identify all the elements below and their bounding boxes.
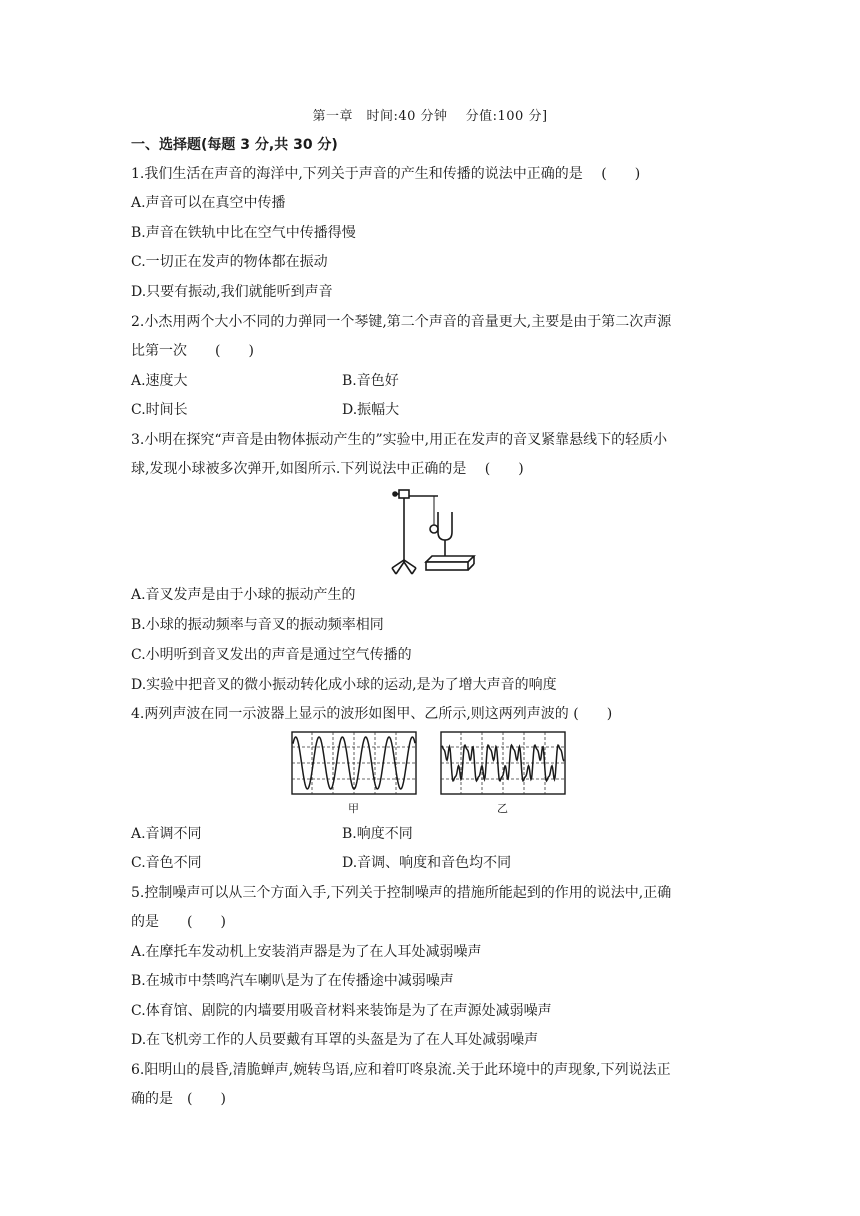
q5-option-a: A.在摩托车发动机上安装消声器是为了在人耳处减弱噪声	[131, 944, 482, 960]
q1-stem: 1.我们生活在声音的海洋中,下列关于声音的产生和传播的说法中正确的是 ( )	[131, 166, 641, 182]
q6-stem-line1: 6.阳明山的晨昏,清脆蝉声,婉转鸟语,应和着叮咚泉流.关于此环境中的声现象,下列说法正	[131, 1062, 671, 1078]
waveform-yi-label: 乙	[497, 802, 508, 815]
tuning-fork	[438, 512, 452, 540]
q3-stem-line2: 球,发现小球被多次弹开,如图所示.下列说法中正确的是 ( )	[131, 461, 524, 477]
section-title: 一、选择题(每题 3 分,共 30 分)	[131, 137, 338, 153]
q4-option-c: C.音色不同	[131, 855, 202, 871]
fork-base-block	[426, 556, 474, 562]
q2-option-d: D.振幅大	[342, 402, 400, 418]
q4-option-a: A.音调不同	[131, 826, 202, 842]
q2-option-c: C.时间长	[131, 402, 188, 418]
waveform-jia-label: 甲	[348, 802, 359, 815]
q5-stem-line2: 的是 ( )	[131, 914, 226, 930]
q3-option-d: D.实验中把音叉的微小振动转化成小球的运动,是为了增大声音的响度	[131, 677, 557, 693]
q4-stem: 4.两列声波在同一示波器上显示的波形如图甲、乙所示,则这两列声波的 ( )	[131, 706, 613, 722]
q2-option-a: A.速度大	[131, 373, 188, 389]
q1-option-d: D.只要有振动,我们就能听到声音	[131, 284, 333, 300]
q3-option-a: A.音叉发声是由于小球的振动产生的	[131, 587, 356, 603]
q3-stem-line1: 3.小明在探究“声音是由物体振动产生的”实验中,用正在发声的音叉紧靠悬线下的轻质小	[131, 432, 668, 448]
q3-option-b: B.小球的振动频率与音叉的振动频率相同	[131, 617, 384, 633]
q5-option-d: D.在飞机旁工作的人员要戴有耳罩的头盔是为了在人耳处减弱噪声	[131, 1032, 539, 1048]
stand-clamp	[399, 490, 409, 498]
q2-stem-line2: 比第一次 ( )	[131, 343, 254, 359]
q5-option-b: B.在城市中禁鸣汽车喇叭是为了在传播途中减弱噪声	[131, 973, 454, 989]
q5-option-c: C.体育馆、剧院的内墙要用吸音材料来装饰是为了在声源处减弱噪声	[131, 1003, 552, 1019]
q1-option-c: C.一切正在发声的物体都在振动	[131, 254, 328, 270]
q4-option-b: B.响度不同	[342, 826, 413, 842]
waveform-yi-chart	[440, 731, 566, 795]
page-header: 第一章 时间:40 分钟 分值:100 分]	[312, 109, 548, 124]
tuning-fork-figure	[388, 484, 478, 578]
q3-option-c: C.小明听到音叉发出的声音是通过空气传播的	[131, 647, 412, 663]
q2-stem-line1: 2.小杰用两个大小不同的力弹同一个琴键,第二个声音的音量更大,主要是由于第二次声源	[131, 314, 672, 330]
q1-option-b: B.声音在铁轨中比在空气中传播得慢	[131, 225, 356, 241]
q1-option-a: A.声音可以在真空中传播	[131, 195, 286, 211]
q5-stem-line1: 5.控制噪声可以从三个方面入手,下列关于控制噪声的措施所能起到的作用的说法中,正确	[131, 885, 672, 901]
waveform-jia-chart	[291, 731, 417, 795]
q2-option-b: B.音色好	[342, 373, 399, 389]
pendulum-ball	[430, 525, 438, 533]
q4-option-d: D.音调、响度和音色均不同	[342, 855, 512, 871]
q6-stem-line2: 确的是 ( )	[131, 1091, 226, 1107]
